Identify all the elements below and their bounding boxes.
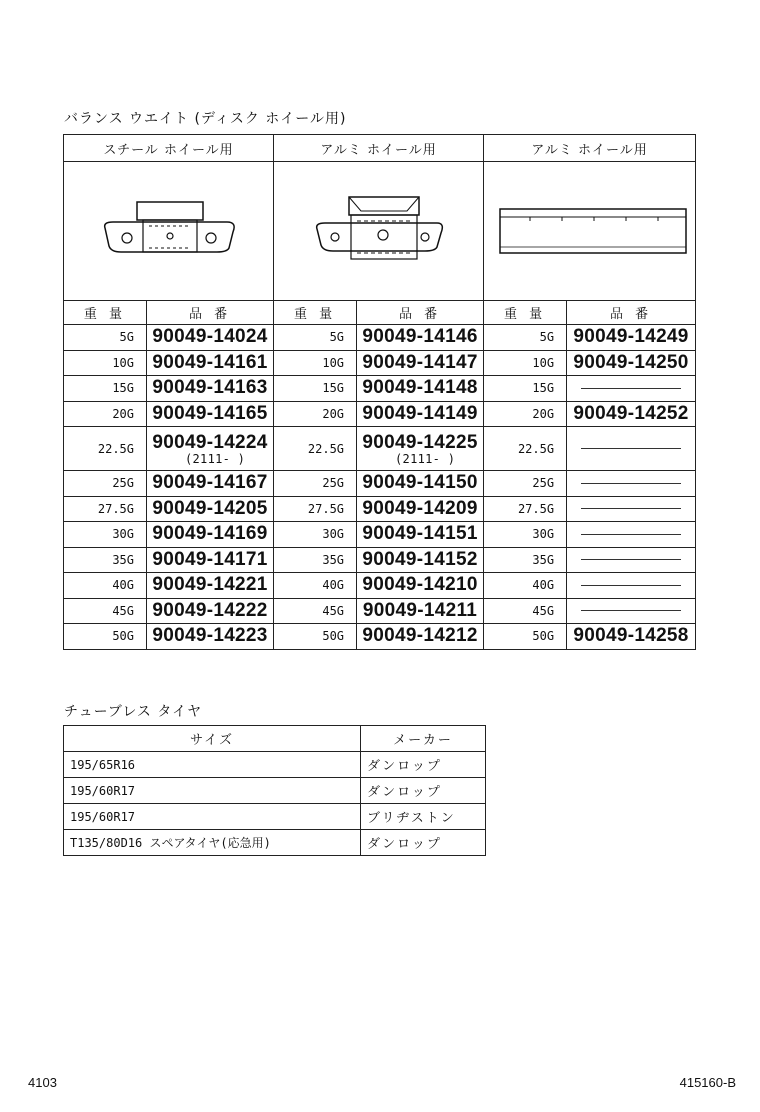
weight-cell [64, 522, 147, 548]
part-number: 90049-14163 [152, 377, 268, 399]
part-number: 90049-14150 [362, 472, 478, 494]
weight-value: 30G [532, 527, 555, 542]
weight-value: 5G [539, 330, 555, 345]
weight-label-2: 重 量 [274, 301, 357, 325]
weight-value: 40G [532, 578, 555, 593]
part-label-3: 品 番 [567, 301, 696, 325]
tire-size: 195/60R17 [64, 804, 361, 830]
weight-value: 50G [532, 629, 555, 644]
part-cell-alloy-tape [567, 522, 696, 548]
weight-cell [64, 547, 147, 573]
weight-cell [484, 401, 567, 427]
tire-size: 195/60R17 [64, 778, 361, 804]
part-note: (2111- ) [185, 451, 246, 466]
part-cell-steel [147, 350, 274, 376]
weight-value: 20G [322, 406, 345, 421]
page-number: 4103 [28, 1075, 57, 1090]
weight-cell [484, 624, 567, 650]
tires-section-title: チューブレス タイヤ [64, 704, 203, 720]
part-number: 90049-14161 [152, 351, 268, 373]
part-number: 90049-14222 [152, 599, 268, 621]
part-number: 90049-14171 [152, 548, 268, 570]
part-cell-steel [147, 427, 274, 471]
part-number: 90049-14169 [152, 523, 268, 545]
part-number: 90049-14147 [362, 351, 478, 373]
part-number: 90049-14149 [362, 402, 478, 424]
weight-cell [484, 598, 567, 624]
tire-table [63, 725, 486, 856]
weight-value: 22.5G [307, 441, 345, 456]
part-cell-steel [147, 325, 274, 351]
weight-cell [484, 427, 567, 471]
part-cell-alloy-tape [567, 471, 696, 497]
weight-value: 10G [112, 355, 134, 370]
weight-cell [64, 496, 147, 522]
part-label-2: 品 番 [357, 301, 484, 325]
weight-cell [64, 427, 147, 471]
part-cell-alloy-tape [567, 427, 696, 471]
part-cell-steel [147, 522, 274, 548]
part-cell-alloy-tape [567, 325, 696, 351]
not-applicable-dash [581, 448, 681, 449]
part-cell-alloy [357, 471, 484, 497]
table-row [64, 624, 696, 650]
size-header: サイズ [64, 726, 361, 752]
part-cell-alloy [357, 376, 484, 402]
tire-size: T135/80D16 スペアタイヤ(応急用) [64, 830, 361, 856]
weight-cell [274, 350, 357, 376]
table-row [64, 804, 486, 830]
part-cell-alloy-tape [567, 624, 696, 650]
not-applicable-dash [581, 585, 681, 586]
part-number: 90049-14258 [573, 625, 689, 647]
weight-value: 40G [112, 578, 134, 593]
not-applicable-dash [581, 559, 681, 560]
part-number: 90049-14165 [152, 402, 268, 424]
weight-cell [274, 427, 357, 471]
weight-cell [274, 598, 357, 624]
weight-value: 25G [322, 476, 345, 491]
table-row [64, 830, 486, 856]
table-row [64, 427, 696, 471]
part-number: 90049-14225 [362, 431, 478, 453]
weight-cell [274, 522, 357, 548]
table-row [64, 471, 696, 497]
weight-value: 20G [532, 406, 555, 421]
table-row [64, 350, 696, 376]
weight-cell [274, 573, 357, 599]
weight-value: 27.5G [97, 501, 134, 516]
weight-value: 35G [322, 552, 345, 567]
weight-label-3: 重 量 [484, 301, 567, 325]
part-cell-alloy [357, 350, 484, 376]
part-number: 90049-14252 [573, 402, 689, 424]
weight-value: 45G [532, 603, 555, 618]
weight-value: 30G [322, 527, 345, 542]
weight-value: 15G [322, 381, 345, 396]
weight-cell [64, 471, 147, 497]
tire-maker: ブリヂストン [361, 804, 486, 830]
table-row [64, 401, 696, 427]
table-row [64, 496, 696, 522]
balance-weight-table [63, 134, 696, 650]
table-row [64, 325, 696, 351]
tire-maker: ダンロップ [361, 752, 486, 778]
weight-cell [484, 547, 567, 573]
weight-value: 25G [532, 476, 555, 491]
part-cell-alloy-tape [567, 401, 696, 427]
weight-cell [484, 496, 567, 522]
part-cell-alloy-tape [567, 350, 696, 376]
weight-cell [64, 376, 147, 402]
part-cell-alloy [357, 401, 484, 427]
part-cell-steel [147, 547, 274, 573]
not-applicable-dash [581, 388, 681, 389]
weight-cell [64, 624, 147, 650]
part-number: 90049-14209 [362, 497, 478, 519]
part-number: 90049-14146 [362, 326, 478, 348]
weight-value: 45G [112, 603, 134, 618]
weight-cell [484, 573, 567, 599]
weight-value: 27.5G [517, 501, 555, 516]
not-applicable-dash [581, 483, 681, 484]
weight-value: 27.5G [307, 501, 345, 516]
table-row [64, 522, 696, 548]
part-number: 90049-14210 [362, 574, 478, 596]
weight-value: 20G [112, 406, 134, 421]
part-number: 90049-14148 [362, 377, 478, 399]
part-cell-steel [147, 471, 274, 497]
part-cell-alloy-tape [567, 573, 696, 599]
part-number: 90049-14151 [362, 523, 478, 545]
not-applicable-dash [581, 508, 681, 509]
part-cell-alloy [357, 427, 484, 471]
part-cell-steel [147, 496, 274, 522]
tire-maker: ダンロップ [361, 830, 486, 856]
part-cell-alloy [357, 624, 484, 650]
weight-value: 15G [532, 381, 555, 396]
part-cell-alloy [357, 522, 484, 548]
part-cell-steel [147, 598, 274, 624]
alloy-wheel-header-2: アルミ ホイール用 [484, 135, 696, 162]
part-number: 90049-14221 [152, 574, 268, 596]
part-cell-alloy-tape [567, 547, 696, 573]
weight-cell [64, 573, 147, 599]
maker-header: メーカー [361, 726, 486, 752]
alloy-wheel-header-1: アルミ ホイール用 [274, 135, 484, 162]
weight-value: 10G [532, 355, 555, 370]
weight-cell [64, 325, 147, 351]
part-label-1: 品 番 [147, 301, 274, 325]
table-row [64, 778, 486, 804]
table-row [64, 573, 696, 599]
weights-illustration-row [64, 162, 696, 301]
part-cell-steel [147, 401, 274, 427]
part-cell-alloy [357, 496, 484, 522]
weight-value: 22.5G [517, 441, 555, 456]
weight-rows [64, 325, 696, 650]
weight-cell [484, 471, 567, 497]
part-number: 90049-14250 [573, 351, 689, 373]
tire-header-row [64, 726, 486, 752]
not-applicable-dash [581, 610, 681, 611]
weight-value: 45G [322, 603, 345, 618]
weight-cell [484, 522, 567, 548]
weights-header-row [64, 135, 696, 162]
weight-value: 50G [322, 629, 345, 644]
weight-cell [274, 547, 357, 573]
part-number: 90049-14211 [362, 599, 478, 621]
weight-label-1: 重 量 [64, 301, 147, 325]
weight-cell [64, 401, 147, 427]
weight-value: 50G [112, 629, 134, 644]
tire-rows [64, 752, 486, 856]
weight-cell [484, 376, 567, 402]
weight-cell [274, 496, 357, 522]
part-cell-steel [147, 573, 274, 599]
table-row [64, 376, 696, 402]
weight-cell [274, 401, 357, 427]
weight-cell [274, 471, 357, 497]
tire-size: 195/65R16 [64, 752, 361, 778]
part-cell-alloy-tape [567, 496, 696, 522]
weight-value: 35G [112, 552, 134, 567]
weight-value: 5G [329, 330, 345, 345]
weight-value: 25G [112, 476, 134, 491]
part-cell-alloy-tape [567, 598, 696, 624]
table-row [64, 598, 696, 624]
weight-value: 10G [322, 355, 345, 370]
table-row [64, 547, 696, 573]
part-cell-alloy [357, 325, 484, 351]
part-number: 90049-14249 [573, 326, 689, 348]
weight-cell [64, 598, 147, 624]
part-number: 90049-14024 [152, 326, 268, 348]
table-row [64, 752, 486, 778]
part-cell-steel [147, 376, 274, 402]
part-number: 90049-14223 [152, 625, 268, 647]
not-applicable-dash [581, 534, 681, 535]
weight-value: 30G [112, 527, 134, 542]
part-number: 90049-14224 [152, 431, 268, 453]
alloy-tape-weight-illustration [484, 162, 696, 301]
steel-wheel-header: スチール ホイール用 [64, 135, 274, 162]
weight-value: 40G [322, 578, 345, 593]
part-cell-alloy-tape [567, 376, 696, 402]
alloy-weight-illustration [274, 162, 484, 301]
weight-value: 22.5G [97, 441, 134, 456]
steel-weight-illustration [64, 162, 274, 301]
figure-code: 415160-B [679, 1075, 736, 1090]
weight-cell [274, 325, 357, 351]
part-cell-steel [147, 624, 274, 650]
tire-maker: ダンロップ [361, 778, 486, 804]
weight-value: 35G [532, 552, 555, 567]
part-note: (2111- ) [395, 451, 456, 466]
weight-cell [484, 350, 567, 376]
weight-value: 5G [119, 330, 134, 345]
weight-cell [274, 376, 357, 402]
part-cell-alloy [357, 573, 484, 599]
weights-section-title: バランス ウエイト (ディスク ホイール用) [64, 111, 347, 127]
part-cell-alloy [357, 547, 484, 573]
part-number: 90049-14167 [152, 472, 268, 494]
part-number: 90049-14212 [362, 625, 478, 647]
weight-cell [484, 325, 567, 351]
weights-subheader-row [64, 301, 696, 325]
weight-value: 15G [112, 381, 134, 396]
weight-cell [274, 624, 357, 650]
part-number: 90049-14152 [362, 548, 478, 570]
weight-cell [64, 350, 147, 376]
part-cell-alloy [357, 598, 484, 624]
part-number: 90049-14205 [152, 497, 268, 519]
